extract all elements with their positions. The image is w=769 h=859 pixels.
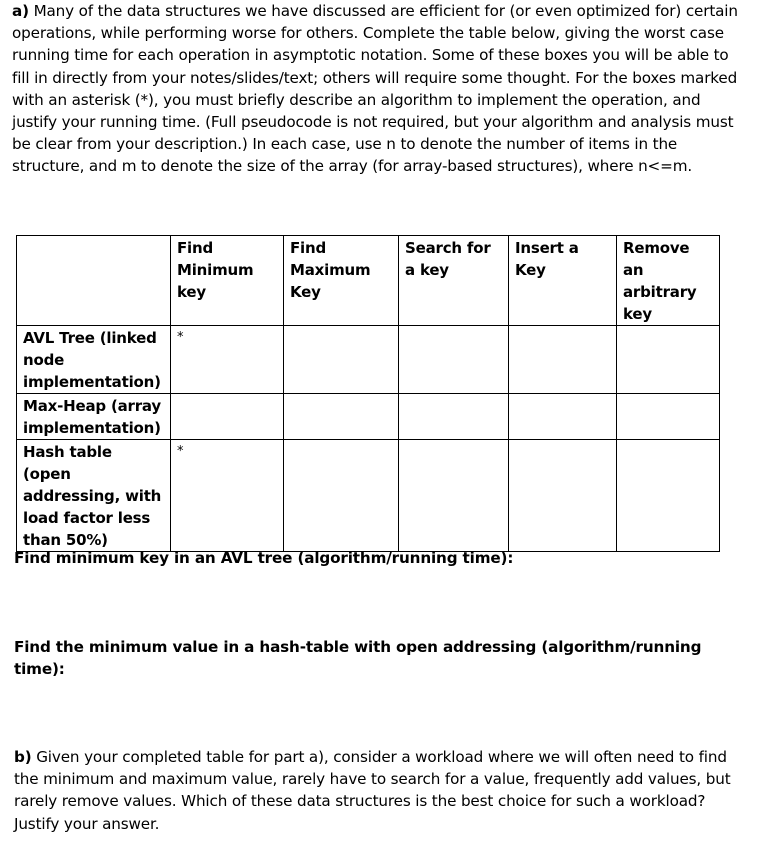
column-header-find-maximum: Find Maximum Key [284,236,399,326]
part-b-paragraph [14,746,749,835]
question-avl-find-min: Find minimum key in an AVL tree (algorithm/running time): [14,549,514,567]
part-b-text: Given your completed table for part a), consider a workload where we will often need to find the minimum and maximum value, rarely have to search for a value, frequently add values, but rarely remove values. Which of these data structures is the best choice for such a workload? Justify your answer. [14,748,731,833]
part-a-label: a) [12,2,29,20]
table-row-avl-tree [17,326,720,394]
cell-hash-find-min: * [171,440,284,552]
row-label-avl-tree: AVL Tree (linked node implementation) [17,326,171,394]
column-header-find-minimum: Find Minimum key [171,236,284,326]
cell-hash-remove [617,440,720,552]
part-a-text: Many of the data structures we have discussed are efficient for (or even optimized for) certain operations, while performing worse for others. Complete the table below, giving the worst case running time for each operation in asymptotic notation. Some of these boxes you will be able to fill in directly from your notes/slides/text; others will require some thought. For the boxes marked with an asterisk (*), you must briefly describe an algorithm to implement the operation, and justify your running time. (Full pseudocode is not required, but your algorithm and analysis must be clear from your description.) In each case, use n to denote the number of items in the structure, and m to denote the size of the array (for array-based structures), where n<=m. [12,2,738,176]
cell-avl-find-min: * [171,326,284,394]
cell-hash-insert [509,440,617,552]
part-a-paragraph [12,0,747,178]
table-row-max-heap [17,394,720,440]
cell-heap-insert [509,394,617,440]
row-label-max-heap: Max-Heap (array implementation) [17,394,171,440]
cell-heap-search [399,394,509,440]
cell-heap-find-min [171,394,284,440]
column-header-search: Search for a key [399,236,509,326]
cell-hash-find-max [284,440,399,552]
row-label-hash-table: Hash table (open addressing, with load factor less than 50%) [17,440,171,552]
cell-heap-find-max [284,394,399,440]
column-header-insert: Insert a Key [509,236,617,326]
part-b-label: b) [14,748,32,766]
cell-heap-remove [617,394,720,440]
column-header-remove: Remove an arbitrary key [617,236,720,326]
table-row-hash-table [17,440,720,552]
question-hash-find-min: Find the minimum value in a hash-table with open addressing (algorithm/running time): [14,638,702,678]
cell-avl-find-max [284,326,399,394]
cell-avl-remove [617,326,720,394]
cell-avl-insert [509,326,617,394]
operations-table [16,235,720,552]
table-header-row [17,236,720,326]
table-corner-cell [17,236,171,326]
cell-avl-search [399,326,509,394]
cell-hash-search [399,440,509,552]
